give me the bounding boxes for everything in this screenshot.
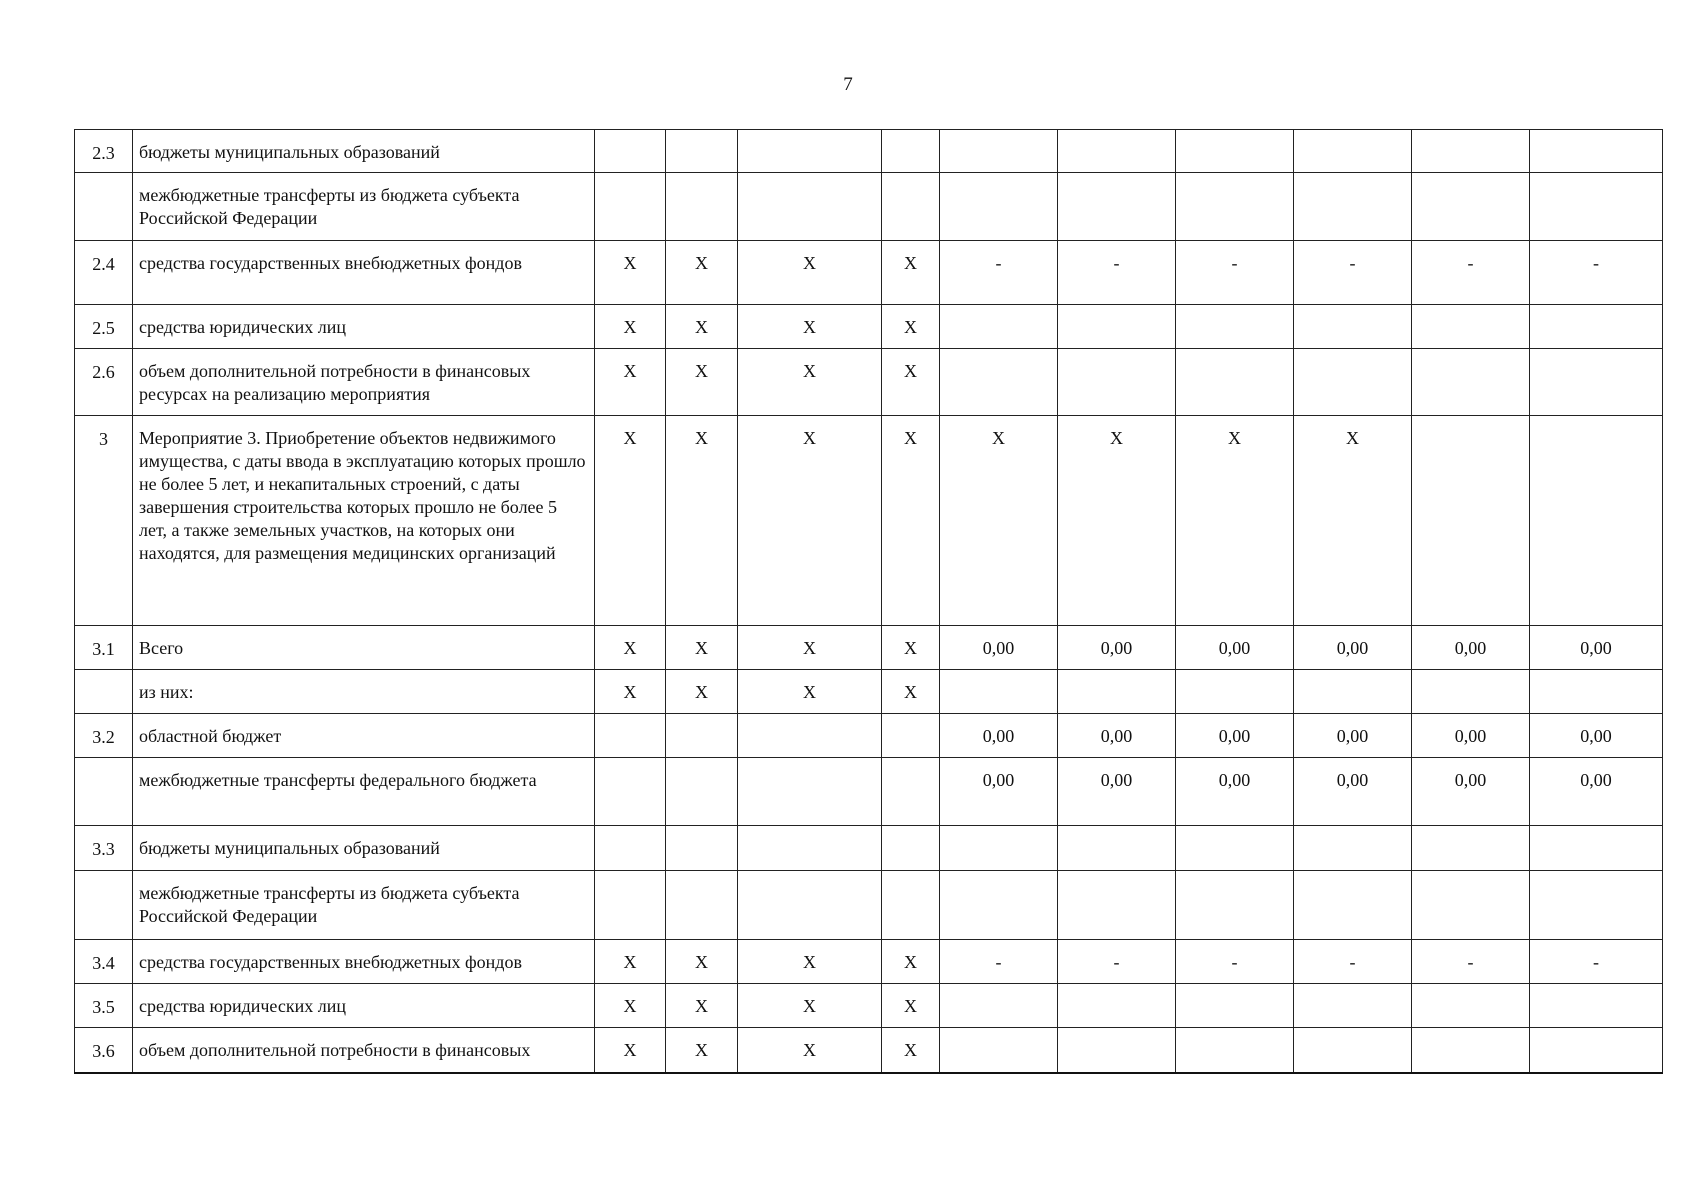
value-cell (1412, 871, 1530, 940)
value-cell (1530, 305, 1663, 349)
value-cell: X (882, 984, 940, 1028)
row-description: объем дополнительной потребности в финансовых ресурсах на реализацию мероприятия (133, 349, 595, 416)
table-row (75, 1028, 1663, 1073)
value-cell: X (882, 670, 940, 714)
value-cell (1412, 305, 1530, 349)
row-description: средства юридических лиц (133, 305, 595, 349)
value-cell (1530, 416, 1663, 626)
value-cell (1412, 349, 1530, 416)
row-number: 3.1 (75, 626, 133, 670)
value-cell (1530, 1028, 1663, 1073)
value-cell (940, 670, 1058, 714)
value-cell (1176, 130, 1294, 173)
value-cell (1058, 349, 1176, 416)
value-cell (1530, 173, 1663, 241)
value-cell: X (882, 305, 940, 349)
value-cell (1058, 305, 1176, 349)
value-cell: 0,00 (940, 714, 1058, 758)
value-cell: X (738, 984, 882, 1028)
table-row (75, 871, 1663, 940)
value-cell: X (595, 241, 666, 305)
value-cell: 0,00 (1058, 714, 1176, 758)
row-description: бюджеты муниципальных образований (133, 130, 595, 173)
value-cell: X (666, 670, 738, 714)
value-cell (940, 984, 1058, 1028)
value-cell (1530, 826, 1663, 871)
value-cell: - (1294, 940, 1412, 984)
value-cell: X (595, 1028, 666, 1073)
row-description: средства государственных внебюджетных фондов (133, 241, 595, 305)
value-cell: 0,00 (940, 626, 1058, 670)
value-cell (738, 714, 882, 758)
value-cell (1294, 305, 1412, 349)
value-cell: X (595, 940, 666, 984)
value-cell: - (1294, 241, 1412, 305)
value-cell: - (1412, 241, 1530, 305)
page-number: 7 (843, 74, 853, 95)
value-cell: X (738, 940, 882, 984)
value-cell (1058, 130, 1176, 173)
value-cell: X (738, 1028, 882, 1073)
row-number: 3.4 (75, 940, 133, 984)
value-cell: X (666, 1028, 738, 1073)
value-cell: X (1176, 416, 1294, 626)
value-cell (595, 871, 666, 940)
value-cell: 0,00 (1412, 758, 1530, 826)
row-number (75, 173, 133, 241)
table-row (75, 940, 1663, 984)
value-cell (1530, 349, 1663, 416)
value-cell (595, 758, 666, 826)
value-cell (940, 826, 1058, 871)
value-cell: - (940, 241, 1058, 305)
value-cell (940, 305, 1058, 349)
table-row (75, 241, 1663, 305)
value-cell: X (882, 241, 940, 305)
row-number: 2.6 (75, 349, 133, 416)
value-cell (1176, 826, 1294, 871)
value-cell: X (595, 670, 666, 714)
value-cell (1176, 305, 1294, 349)
value-cell: - (940, 940, 1058, 984)
value-cell (882, 758, 940, 826)
value-cell (1412, 1028, 1530, 1073)
value-cell (666, 871, 738, 940)
row-description: межбюджетные трансферты из бюджета субъекта Российской Федерации (133, 173, 595, 241)
value-cell (882, 826, 940, 871)
table-row (75, 130, 1663, 173)
value-cell: X (738, 241, 882, 305)
value-cell (1530, 984, 1663, 1028)
value-cell: X (738, 416, 882, 626)
value-cell (940, 173, 1058, 241)
row-description: Всего (133, 626, 595, 670)
value-cell: - (1530, 940, 1663, 984)
value-cell (1294, 871, 1412, 940)
value-cell (1294, 173, 1412, 241)
value-cell: 0,00 (940, 758, 1058, 826)
value-cell (1058, 871, 1176, 940)
row-description: средства государственных внебюджетных фондов (133, 940, 595, 984)
value-cell (595, 173, 666, 241)
value-cell: X (738, 305, 882, 349)
value-cell: - (1058, 241, 1176, 305)
value-cell (1530, 130, 1663, 173)
value-cell: X (666, 349, 738, 416)
value-cell (940, 1028, 1058, 1073)
value-cell (595, 826, 666, 871)
row-description: из них: (133, 670, 595, 714)
value-cell (1412, 984, 1530, 1028)
table-row (75, 626, 1663, 670)
value-cell (738, 826, 882, 871)
value-cell: X (1058, 416, 1176, 626)
table-row (75, 826, 1663, 871)
value-cell: 0,00 (1294, 626, 1412, 670)
row-description: межбюджетные трансферты из бюджета субъекта Российской Федерации (133, 871, 595, 940)
value-cell: 0,00 (1176, 758, 1294, 826)
value-cell: X (882, 626, 940, 670)
value-cell (940, 130, 1058, 173)
value-cell: - (1058, 940, 1176, 984)
row-description: межбюджетные трансферты федерального бюджета (133, 758, 595, 826)
value-cell (882, 714, 940, 758)
value-cell (940, 349, 1058, 416)
value-cell: X (882, 1028, 940, 1073)
value-cell (666, 714, 738, 758)
value-cell: 0,00 (1294, 758, 1412, 826)
value-cell (1176, 984, 1294, 1028)
value-cell: - (1176, 940, 1294, 984)
value-cell: X (1294, 416, 1412, 626)
row-number: 2.4 (75, 241, 133, 305)
value-cell: X (666, 940, 738, 984)
row-number: 3 (75, 416, 133, 626)
row-description: областной бюджет (133, 714, 595, 758)
table-row (75, 349, 1663, 416)
value-cell (882, 871, 940, 940)
row-description: объем дополнительной потребности в финансовых (133, 1028, 595, 1073)
value-cell: - (1412, 940, 1530, 984)
value-cell: 0,00 (1058, 626, 1176, 670)
value-cell (1294, 130, 1412, 173)
financing-table (74, 129, 1663, 1074)
value-cell: X (666, 416, 738, 626)
value-cell (666, 173, 738, 241)
row-number (75, 871, 133, 940)
value-cell (1530, 670, 1663, 714)
value-cell: 0,00 (1530, 758, 1663, 826)
value-cell (738, 758, 882, 826)
value-cell (1176, 173, 1294, 241)
value-cell (1294, 670, 1412, 714)
row-description: Мероприятие 3. Приобретение объектов недвижимого имущества, с даты ввода в эксплуатацию которых прошло не более 5 лет, и некапитальных строений, с даты завершения строительства которых прошло не более 5 лет, а также земельных участков, на которых они находятся, для размещения медицинских организаций (133, 416, 595, 626)
value-cell: X (666, 626, 738, 670)
value-cell (595, 714, 666, 758)
table-row (75, 670, 1663, 714)
row-number: 2.3 (75, 130, 133, 173)
value-cell: X (882, 349, 940, 416)
value-cell: X (666, 305, 738, 349)
value-cell (1058, 1028, 1176, 1073)
table-row (75, 758, 1663, 826)
value-cell: X (738, 626, 882, 670)
value-cell (666, 130, 738, 173)
value-cell (1294, 1028, 1412, 1073)
value-cell (1058, 984, 1176, 1028)
value-cell: X (738, 670, 882, 714)
table-row (75, 714, 1663, 758)
value-cell: - (1530, 241, 1663, 305)
value-cell (1530, 871, 1663, 940)
value-cell (1412, 173, 1530, 241)
value-cell (666, 826, 738, 871)
row-description: средства юридических лиц (133, 984, 595, 1028)
row-number: 2.5 (75, 305, 133, 349)
value-cell (1294, 349, 1412, 416)
value-cell: X (595, 626, 666, 670)
value-cell: X (882, 416, 940, 626)
value-cell (1176, 670, 1294, 714)
row-number: 3.3 (75, 826, 133, 871)
value-cell (1176, 349, 1294, 416)
value-cell: X (595, 984, 666, 1028)
value-cell: 0,00 (1294, 714, 1412, 758)
value-cell (1412, 826, 1530, 871)
row-number (75, 670, 133, 714)
value-cell: 0,00 (1530, 626, 1663, 670)
value-cell (1058, 173, 1176, 241)
value-cell: X (738, 349, 882, 416)
value-cell: 0,00 (1412, 626, 1530, 670)
value-cell (1412, 416, 1530, 626)
value-cell (1176, 1028, 1294, 1073)
table-body (75, 130, 1663, 1073)
value-cell: X (882, 940, 940, 984)
table-row (75, 173, 1663, 241)
value-cell (738, 130, 882, 173)
row-description: бюджеты муниципальных образований (133, 826, 595, 871)
value-cell (1058, 670, 1176, 714)
value-cell: X (666, 984, 738, 1028)
table-row (75, 984, 1663, 1028)
value-cell (1412, 130, 1530, 173)
value-cell (940, 871, 1058, 940)
value-cell: X (595, 416, 666, 626)
value-cell (1058, 826, 1176, 871)
value-cell: X (940, 416, 1058, 626)
value-cell (882, 173, 940, 241)
value-cell (1176, 871, 1294, 940)
value-cell (882, 130, 940, 173)
value-cell (1294, 984, 1412, 1028)
value-cell: X (595, 349, 666, 416)
value-cell (666, 758, 738, 826)
table-row (75, 305, 1663, 349)
value-cell: 0,00 (1530, 714, 1663, 758)
row-number: 3.6 (75, 1028, 133, 1073)
value-cell (595, 130, 666, 173)
row-number: 3.5 (75, 984, 133, 1028)
value-cell (1412, 670, 1530, 714)
table-row (75, 416, 1663, 626)
value-cell: 0,00 (1058, 758, 1176, 826)
value-cell: 0,00 (1176, 714, 1294, 758)
value-cell: 0,00 (1176, 626, 1294, 670)
value-cell (738, 173, 882, 241)
value-cell (1294, 826, 1412, 871)
value-cell: 0,00 (1412, 714, 1530, 758)
row-number: 3.2 (75, 714, 133, 758)
row-number (75, 758, 133, 826)
value-cell: - (1176, 241, 1294, 305)
value-cell (738, 871, 882, 940)
value-cell: X (595, 305, 666, 349)
value-cell: X (666, 241, 738, 305)
